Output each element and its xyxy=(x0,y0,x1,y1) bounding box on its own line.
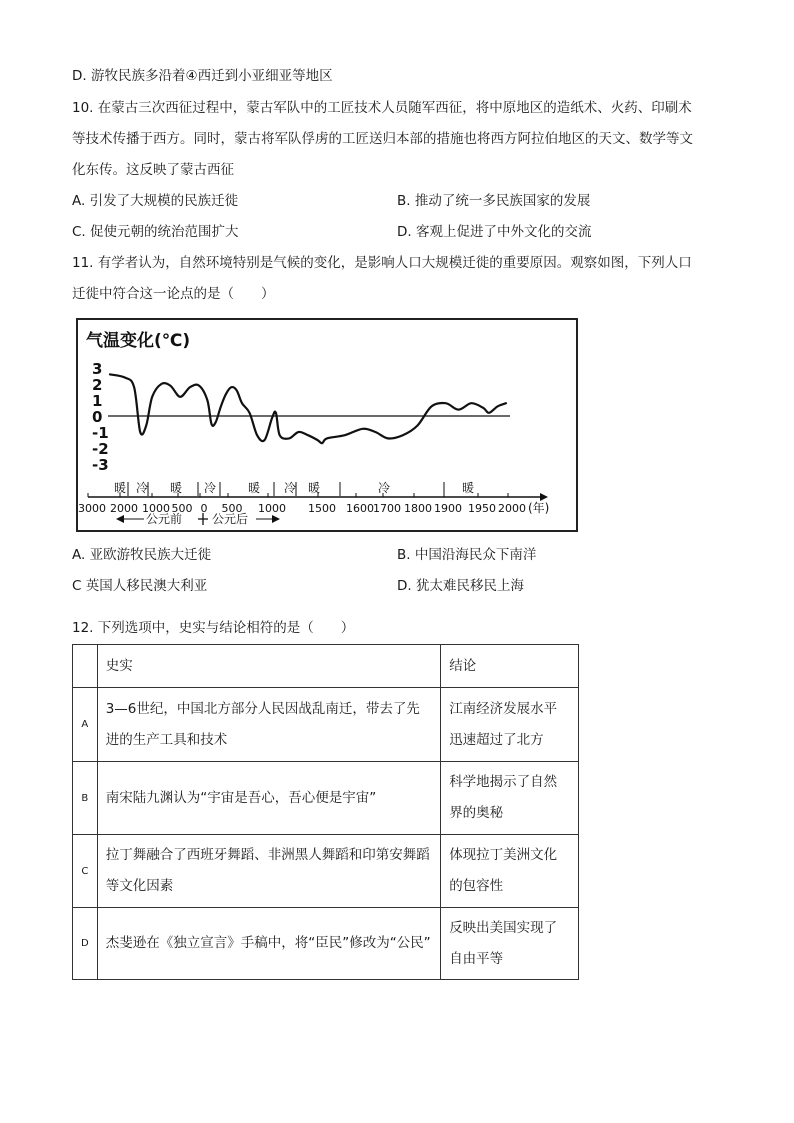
period-label: 冷 xyxy=(204,481,217,495)
table-row xyxy=(73,835,579,908)
period-label: 冷 xyxy=(136,481,149,495)
q11-stem-line-1: 11. 有学者认为，自然环境特别是气候的变化，是影响人口大规模迁徙的重要原因。观察如图，下列人口 xyxy=(72,255,692,271)
q10-option-c: C. 促使元朝的统治范围扩大 xyxy=(72,224,239,240)
header-label-cell xyxy=(73,645,98,688)
x-tick-label: 1950 xyxy=(468,502,496,515)
row-label: D xyxy=(73,908,98,980)
q11-option-b: B. 中国沿海民众下南洋 xyxy=(397,547,537,563)
row-fact: 拉丁舞融合了西班牙舞蹈、非洲黑人舞蹈和印第安舞蹈等文化因素 xyxy=(105,847,430,894)
era-arrowhead-left xyxy=(116,515,124,523)
period-label: 暖 xyxy=(248,481,261,495)
x-tick-label: 1700 xyxy=(373,502,401,515)
q10-option-b: B. 推动了统一多民族国家的发展 xyxy=(397,193,591,209)
x-tick-label: 2000 xyxy=(110,502,138,515)
q12-table xyxy=(72,644,579,980)
x-tick-label: 1800 xyxy=(404,502,432,515)
era-row xyxy=(116,512,280,526)
q11-option-d: D. 犹太难民移民上海 xyxy=(397,578,524,594)
row-conclusion: 江南经济发展水平迅速超过了北方 xyxy=(449,700,558,748)
y-tick-label: -3 xyxy=(92,456,109,474)
row-conclusion: 反映出美国实现了自由平等 xyxy=(449,919,558,967)
period-label: 暖 xyxy=(308,481,321,495)
row-fact: 3—6世纪，中国北方部分人民因战乱南迁，带去了先进的生产工具和技术 xyxy=(105,700,420,748)
header-conclusion: 结论 xyxy=(441,645,579,688)
q10-option-a: A. 引发了大规模的民族迁徙 xyxy=(72,193,239,209)
q10-stem-line-3: 化东传。这反映了蒙古西征 xyxy=(72,162,234,178)
row-conclusion: 体现拉丁美洲文化的包容性 xyxy=(449,847,558,894)
table-header-row xyxy=(73,645,579,688)
temperature-chart xyxy=(76,318,578,532)
period-label: 暖 xyxy=(114,481,127,495)
period-label: 冷 xyxy=(378,481,391,495)
x-tick-label: 1000 xyxy=(258,502,286,515)
x-tick-label: 3000 xyxy=(78,502,106,515)
y-tick-label: -2 xyxy=(92,440,109,458)
q12-stem: 12. 下列选项中，史实与结论相符的是（ ） xyxy=(72,620,355,636)
row-label: B xyxy=(73,762,98,835)
header-fact: 史实 xyxy=(97,645,440,688)
era-label-ce: 公元后 xyxy=(212,512,249,526)
x-tick-label: 0 xyxy=(200,502,208,515)
y-tick-label: 3 xyxy=(92,360,103,378)
row-conclusion: 科学地揭示了自然界的奥秘 xyxy=(449,774,558,821)
row-label: A xyxy=(73,688,98,762)
period-labels xyxy=(114,480,474,496)
x-tick-label: 2000 xyxy=(498,502,526,515)
temperature-curve xyxy=(110,374,506,443)
x-tick-label: 500 xyxy=(221,502,243,515)
temperature-chart-svg xyxy=(78,320,576,530)
y-tick-label: 1 xyxy=(92,392,103,410)
q10-option-d: D. 客观上促进了中外文化的交流 xyxy=(397,224,592,240)
period-label: 冷 xyxy=(284,481,297,495)
y-axis-ticks xyxy=(92,360,109,474)
x-axis-unit: (年) xyxy=(528,501,550,515)
q9-option-d: D. 游牧民族多沿着④西迁到小亚细亚等地区 xyxy=(72,68,333,84)
period-label: 暖 xyxy=(170,481,183,495)
q10-stem-line-2: 等技术传播于西方。同时，蒙古将军队俘虏的工匠送归本部的措施也将西方阿拉伯地区的天文、数学等文 xyxy=(72,131,693,147)
period-label: 暖 xyxy=(462,481,475,495)
x-tick-label: 1500 xyxy=(308,502,336,515)
q11-option-a: A. 亚欧游牧民族大迁徙 xyxy=(72,547,212,563)
row-label: C xyxy=(73,835,98,908)
table-row xyxy=(73,688,579,762)
x-tick-label: 1900 xyxy=(434,502,462,515)
table-row xyxy=(73,762,579,835)
x-tick-label: 1000 xyxy=(142,502,170,515)
y-tick-label: -1 xyxy=(92,424,109,442)
x-tick-label: 1600 xyxy=(346,502,374,515)
chart-title: 气温变化(℃) xyxy=(86,331,191,351)
era-label-bce: 公元前 xyxy=(146,512,183,526)
q11-option-c: C 英国人移民澳大利亚 xyxy=(72,578,208,594)
x-tick-label: 500 xyxy=(171,502,193,515)
q11-stem-line-2: 迁徙中符合这一论点的是（ ） xyxy=(72,286,275,302)
era-arrowhead-right xyxy=(272,515,280,523)
table-row xyxy=(73,908,579,980)
y-tick-label: 2 xyxy=(92,376,103,394)
x-axis-arrow xyxy=(540,493,548,501)
y-tick-label: 0 xyxy=(92,408,103,426)
q10-stem-line-1: 10. 在蒙古三次西征过程中，蒙古军队中的工匠技术人员随军西征，将中原地区的造纸术、火药、印刷术 xyxy=(72,100,692,116)
row-fact: 南宋陆九渊认为“宇宙是吾心，吾心便是宇宙” xyxy=(105,789,377,806)
row-fact: 杰斐逊在《独立宣言》手稿中，将“臣民”修改为“公民” xyxy=(105,935,431,951)
